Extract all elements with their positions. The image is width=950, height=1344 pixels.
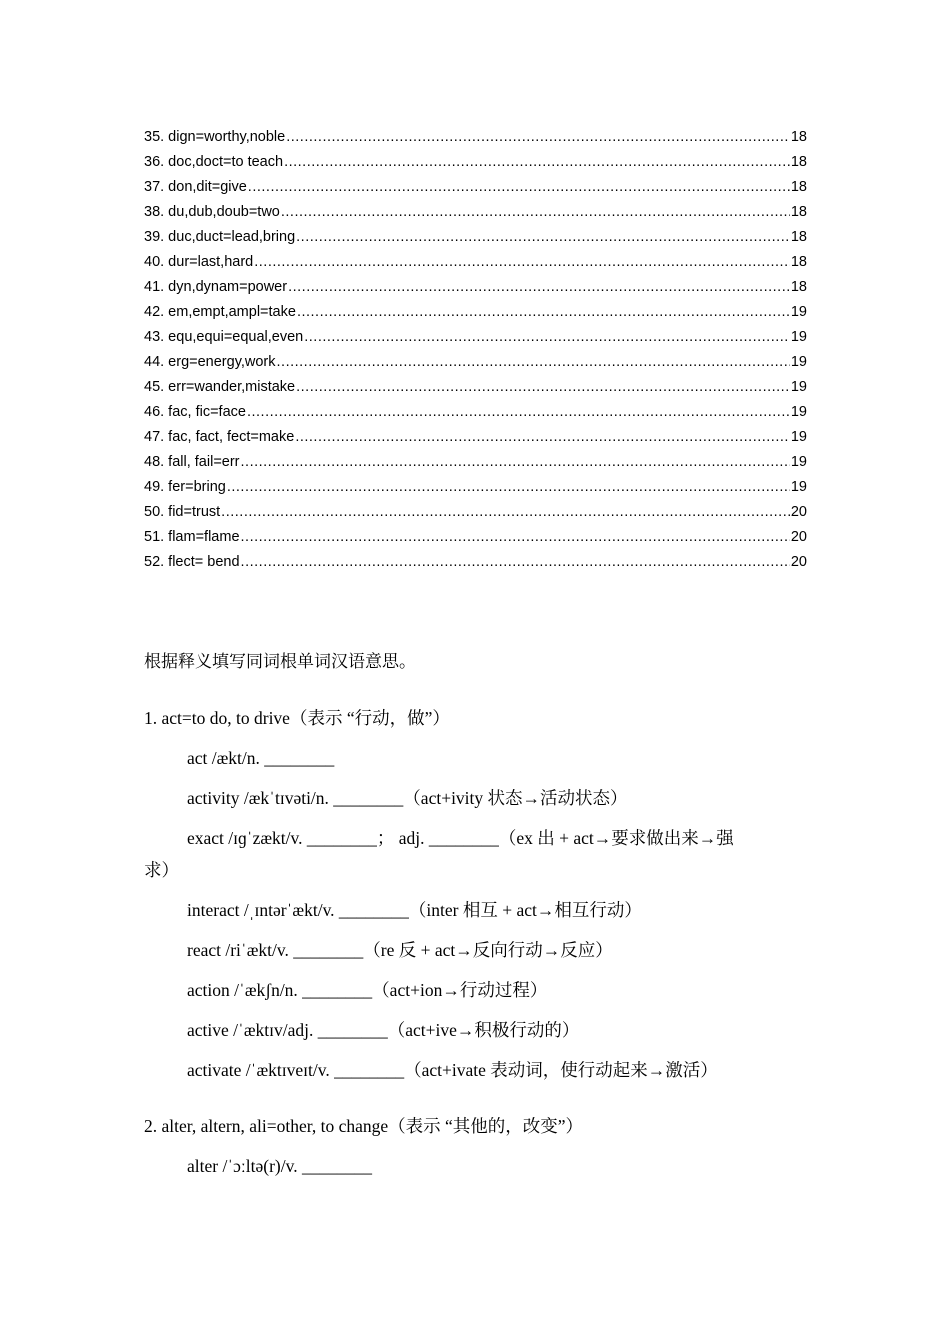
toc-leader [295, 426, 790, 448]
toc-entry[interactable] [144, 426, 807, 451]
toc-entry[interactable] [144, 126, 807, 151]
toc-page-number: 19 [790, 454, 807, 470]
vocab-line: active /ˈæktɪv/adj. ________（act+ive→积极行动的） [187, 1020, 580, 1040]
toc-entry[interactable] [144, 176, 807, 201]
toc-entry[interactable] [144, 251, 807, 276]
toc-label: 52. flect= bend [144, 554, 240, 570]
toc-page-number: 19 [790, 304, 807, 320]
toc-label: 49. fer=bring [144, 479, 226, 495]
toc-label: 39. duc,duct=lead,bring [144, 229, 296, 245]
toc-entry[interactable] [144, 276, 807, 301]
toc-entry[interactable] [144, 501, 807, 526]
toc-entry[interactable] [144, 201, 807, 226]
toc-leader [227, 476, 790, 498]
toc-page-number: 18 [790, 204, 807, 220]
vocab-line: activity /ækˈtɪvəti/n. ________（act+ivity 状态→活动状态） [187, 788, 628, 808]
toc-page-number: 18 [790, 254, 807, 270]
toc-entry[interactable] [144, 226, 807, 251]
vocab-line: react /riˈækt/v. ________（re 反 + act→反向行动→反应） [187, 940, 613, 960]
toc-leader [254, 251, 790, 273]
toc-page-number: 19 [790, 404, 807, 420]
toc-page-number: 19 [790, 354, 807, 370]
toc-label: 46. fac, fic=face [144, 404, 246, 420]
root-heading-alter: 2. alter, altern, ali=other, to change（表示 “其他的，改变”） [144, 1116, 584, 1136]
toc-leader [241, 451, 790, 473]
toc-entry[interactable] [144, 301, 807, 326]
toc-leader [304, 326, 790, 348]
toc-page-number: 18 [790, 279, 807, 295]
toc-label: 47. fac, fact, fect=make [144, 429, 295, 445]
toc-entry[interactable] [144, 451, 807, 476]
toc-label: 40. dur=last,hard [144, 254, 254, 270]
toc-page-number: 20 [790, 529, 807, 545]
toc-label: 42. em,empt,ampl=take [144, 304, 296, 320]
vocab-line: interact /ˌɪntərˈækt/v. ________（inter 相互 + act→相互行动） [187, 900, 642, 920]
toc-entry[interactable] [144, 551, 807, 576]
toc-leader [296, 376, 790, 398]
toc-entry[interactable] [144, 151, 807, 176]
toc-leader [281, 201, 790, 223]
toc-page-number: 19 [790, 329, 807, 345]
toc-entry[interactable] [144, 376, 807, 401]
toc-leader [296, 226, 790, 248]
toc-leader [247, 401, 790, 423]
vocab-line: activate /ˈæktɪveɪt/v. ________（act+ivate 表动词，使行动起来→激活） [187, 1060, 718, 1080]
toc-leader [277, 351, 790, 373]
toc-label: 35. dign=worthy,noble [144, 129, 286, 145]
vocab-line: exact /ɪɡˈzækt/v. ________； adj. ________（ex 出 + act→要求做出来→强 [187, 828, 734, 848]
toc-label: 48. fall, fail=err [144, 454, 240, 470]
toc-page-number: 20 [790, 504, 807, 520]
toc-label: 43. equ,equi=equal,even [144, 329, 304, 345]
toc-leader [297, 301, 790, 323]
toc-label: 38. du,dub,doub=two [144, 204, 280, 220]
toc-label: 41. dyn,dynam=power [144, 279, 288, 295]
toc-page-number: 18 [790, 154, 807, 170]
toc-page-number: 18 [790, 129, 807, 145]
toc-page-number: 20 [790, 554, 807, 570]
toc-leader [221, 501, 790, 523]
toc-page-number: 18 [790, 179, 807, 195]
toc-entry[interactable] [144, 526, 807, 551]
table-of-contents [144, 126, 807, 576]
exercise-instruction: 根据释义填写同词根单词汉语意思。 [144, 652, 416, 671]
toc-label: 50. fid=trust [144, 504, 221, 520]
vocab-line: action /ˈækʃn/n. ________（act+ion→行动过程） [187, 980, 548, 1000]
toc-leader [284, 151, 790, 173]
toc-page-number: 19 [790, 379, 807, 395]
toc-page-number: 18 [790, 229, 807, 245]
toc-label: 36. doc,doct=to teach [144, 154, 284, 170]
toc-page-number: 19 [790, 429, 807, 445]
toc-label: 51. flam=flame [144, 529, 240, 545]
toc-label: 45. err=wander,mistake [144, 379, 296, 395]
toc-leader [241, 551, 790, 573]
toc-label: 44. erg=energy,work [144, 354, 276, 370]
toc-leader [286, 126, 790, 148]
vocab-line: act /ækt/n. ________ [187, 748, 335, 768]
toc-entry[interactable] [144, 401, 807, 426]
toc-leader [248, 176, 790, 198]
root-heading-act: 1. act=to do, to drive（表示 “行动，做”） [144, 708, 450, 728]
toc-label: 37. don,dit=give [144, 179, 247, 195]
vocab-line: alter /ˈɔːltə(r)/v. ________ [187, 1156, 372, 1176]
toc-entry[interactable] [144, 326, 807, 351]
vocab-line-continuation: 求） [144, 860, 179, 880]
toc-entry[interactable] [144, 351, 807, 376]
toc-leader [241, 526, 790, 548]
toc-entry[interactable] [144, 476, 807, 501]
toc-leader [288, 276, 790, 298]
toc-page-number: 19 [790, 479, 807, 495]
